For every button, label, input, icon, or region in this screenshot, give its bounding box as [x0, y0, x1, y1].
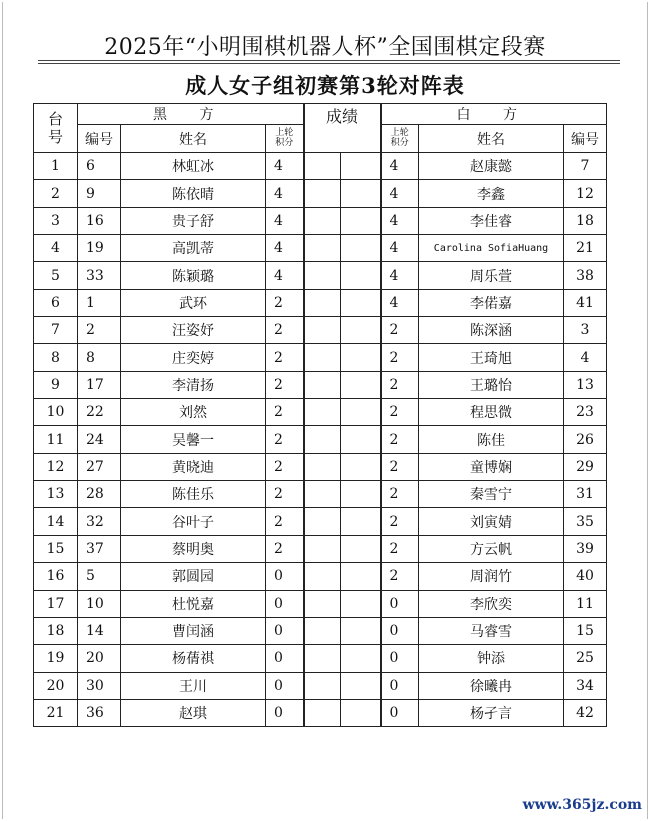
black-score-cell	[304, 645, 341, 672]
board-number-cell: 19	[34, 645, 78, 672]
white-prev-points-cell: 4	[381, 235, 419, 262]
white-name-cell: 赵康懿	[419, 153, 564, 180]
board-number-cell: 4	[34, 235, 78, 262]
white-name-cell: 李偌嘉	[419, 289, 564, 316]
black-name-cell: 高凯蒂	[121, 235, 266, 262]
black-prev-points-cell: 4	[266, 262, 304, 289]
black-prev-points-cell: 2	[266, 535, 304, 562]
white-score-cell	[341, 371, 381, 398]
prev-points-label: 上轮 积分	[275, 128, 294, 148]
white-prev-points-cell: 2	[381, 508, 419, 535]
black-number-cell: 36	[78, 699, 121, 726]
board-number-cell: 12	[34, 453, 78, 480]
white-name-cell: 童博娴	[419, 453, 564, 480]
black-name-cell: 陈依晴	[121, 180, 266, 207]
board-number-cell: 10	[34, 399, 78, 426]
white-number-cell: 11	[564, 590, 607, 617]
black-score-cell	[304, 207, 341, 234]
white-name-cell: 马睿雪	[419, 617, 564, 644]
black-number-header: 编号	[78, 125, 121, 153]
white-name-cell: 徐曦冉	[419, 672, 564, 699]
black-score-cell	[304, 426, 341, 453]
black-score-cell	[304, 481, 341, 508]
black-prev-points-cell: 4	[266, 235, 304, 262]
black-number-cell: 14	[78, 617, 121, 644]
black-name-cell: 汪姿妤	[121, 317, 266, 344]
board-number-cell: 18	[34, 617, 78, 644]
white-score-cell	[341, 453, 381, 480]
black-name-cell: 谷叶子	[121, 508, 266, 535]
board-number-cell: 14	[34, 508, 78, 535]
black-number-cell: 22	[78, 399, 121, 426]
white-prev-points-cell: 0	[381, 645, 419, 672]
white-number-cell: 34	[564, 672, 607, 699]
black-number-cell: 5	[78, 563, 121, 590]
table-row	[34, 426, 607, 453]
black-prev-points-cell: 2	[266, 344, 304, 371]
table-row	[34, 399, 607, 426]
black-name-header: 姓名	[121, 125, 266, 153]
black-score-cell	[304, 262, 341, 289]
white-number-cell: 29	[564, 453, 607, 480]
black-name-cell: 陈佳乐	[121, 481, 266, 508]
board-number-cell: 21	[34, 699, 78, 726]
black-side-header: 黑 方	[78, 104, 304, 125]
table-row	[34, 317, 607, 344]
board-number-cell: 8	[34, 344, 78, 371]
board-number-cell: 15	[34, 535, 78, 562]
black-number-cell: 20	[78, 645, 121, 672]
black-score-cell	[304, 508, 341, 535]
white-score-cell	[341, 590, 381, 617]
title-rule-bottom	[38, 63, 620, 64]
black-name-cell: 武环	[121, 289, 266, 316]
black-number-cell: 17	[78, 371, 121, 398]
table-number-label: 台 号	[47, 110, 63, 146]
black-prev-points-cell: 2	[266, 371, 304, 398]
white-prev-points-cell: 4	[381, 289, 419, 316]
white-prev-points-cell: 0	[381, 617, 419, 644]
black-score-cell	[304, 563, 341, 590]
board-number-cell: 2	[34, 180, 78, 207]
white-side-header: 白 方	[381, 104, 607, 125]
white-name-cell: 程思微	[419, 399, 564, 426]
board-number-cell: 1	[34, 153, 78, 180]
white-name-cell: 李欣奕	[419, 590, 564, 617]
black-name-cell: 王川	[121, 672, 266, 699]
table-row	[34, 672, 607, 699]
black-number-cell: 32	[78, 508, 121, 535]
black-score-cell	[304, 235, 341, 262]
black-number-cell: 1	[78, 289, 121, 316]
white-score-cell	[341, 180, 381, 207]
black-score-cell	[304, 672, 341, 699]
white-prev-points-cell: 4	[381, 262, 419, 289]
white-number-cell: 3	[564, 317, 607, 344]
white-prev-points-cell: 2	[381, 426, 419, 453]
white-score-cell	[341, 481, 381, 508]
white-name-cell: 周乐萱	[419, 262, 564, 289]
black-score-cell	[304, 590, 341, 617]
white-name-cell: 王琦旭	[419, 344, 564, 371]
white-prev-points-cell: 2	[381, 453, 419, 480]
black-name-cell: 李清扬	[121, 371, 266, 398]
black-number-cell: 6	[78, 153, 121, 180]
black-prev-points-cell: 0	[266, 590, 304, 617]
round-title: 成人女子组初赛第3轮对阵表	[185, 73, 465, 98]
white-name-cell: 陈佳	[419, 426, 564, 453]
white-score-cell	[341, 535, 381, 562]
white-prev-points-cell: 0	[381, 590, 419, 617]
table-row	[34, 699, 607, 726]
site-watermark: www.365jz.com	[522, 797, 642, 813]
black-name-cell: 赵琪	[121, 699, 266, 726]
black-name-cell: 蔡明奥	[121, 535, 266, 562]
white-score-cell	[341, 672, 381, 699]
white-number-cell: 42	[564, 699, 607, 726]
black-prev-points-cell: 2	[266, 289, 304, 316]
black-prev-points-cell: 0	[266, 645, 304, 672]
black-prev-points-cell: 0	[266, 699, 304, 726]
white-name-cell: 王璐怡	[419, 371, 564, 398]
black-score-cell	[304, 453, 341, 480]
black-prev-points-cell: 0	[266, 617, 304, 644]
white-prev-points-cell: 4	[381, 180, 419, 207]
white-prev-points-cell: 0	[381, 699, 419, 726]
black-name-cell: 曹闰涵	[121, 617, 266, 644]
white-number-cell: 7	[564, 153, 607, 180]
black-score-cell	[304, 617, 341, 644]
white-number-header: 编号	[564, 125, 607, 153]
black-number-cell: 16	[78, 207, 121, 234]
white-name-cell: 秦雪宁	[419, 481, 564, 508]
white-name-cell: 钟添	[419, 645, 564, 672]
black-score-cell	[304, 317, 341, 344]
white-prev-points-cell: 2	[381, 563, 419, 590]
white-number-cell: 23	[564, 399, 607, 426]
white-number-cell: 18	[564, 207, 607, 234]
black-name-cell: 杨蒨祺	[121, 645, 266, 672]
table-row	[34, 207, 607, 234]
white-number-cell: 25	[564, 645, 607, 672]
black-score-cell	[304, 344, 341, 371]
white-score-cell	[341, 699, 381, 726]
white-number-cell: 12	[564, 180, 607, 207]
white-name-cell: 方云帆	[419, 535, 564, 562]
table-row	[34, 180, 607, 207]
board-number-cell: 20	[34, 672, 78, 699]
black-prev-points-cell: 4	[266, 207, 304, 234]
table-row	[34, 535, 607, 562]
white-score-cell	[341, 262, 381, 289]
table-row	[34, 481, 607, 508]
table-row	[34, 590, 607, 617]
white-name-cell: 周润竹	[419, 563, 564, 590]
white-number-cell: 35	[564, 508, 607, 535]
white-number-cell: 15	[564, 617, 607, 644]
pairings-body	[34, 153, 607, 727]
table-row	[34, 563, 607, 590]
black-prev-points-cell: 2	[266, 426, 304, 453]
table-row	[34, 262, 607, 289]
black-score-cell	[304, 153, 341, 180]
title-rule-top	[38, 60, 620, 61]
tournament-title: 2025年“小明围棋机器人杯”全国围棋定段赛	[104, 35, 546, 60]
table-number-header	[34, 104, 78, 153]
white-score-cell	[341, 426, 381, 453]
black-number-cell: 2	[78, 317, 121, 344]
table-row	[34, 289, 607, 316]
black-score-cell	[304, 289, 341, 316]
black-prev-points-cell: 2	[266, 453, 304, 480]
black-prev-points-cell: 2	[266, 399, 304, 426]
white-number-cell: 41	[564, 289, 607, 316]
board-number-cell: 5	[34, 262, 78, 289]
white-prev-points-cell: 4	[381, 153, 419, 180]
table-row	[34, 344, 607, 371]
white-score-cell	[341, 153, 381, 180]
white-number-cell: 13	[564, 371, 607, 398]
black-number-cell: 30	[78, 672, 121, 699]
white-name-cell: 李佳睿	[419, 207, 564, 234]
table-row	[34, 508, 607, 535]
board-number-cell: 3	[34, 207, 78, 234]
board-number-cell: 11	[34, 426, 78, 453]
black-score-cell	[304, 371, 341, 398]
pairings-table	[33, 103, 607, 727]
white-name-cell: Carolina SofiaHuang	[419, 235, 564, 262]
white-prev-points-cell: 0	[381, 672, 419, 699]
board-number-cell: 16	[34, 563, 78, 590]
table-row	[34, 617, 607, 644]
white-number-cell: 39	[564, 535, 607, 562]
white-score-cell	[341, 563, 381, 590]
black-number-cell: 33	[78, 262, 121, 289]
board-number-cell: 9	[34, 371, 78, 398]
black-score-cell	[304, 180, 341, 207]
black-prev-points-cell: 2	[266, 481, 304, 508]
black-name-cell: 黄晓迪	[121, 453, 266, 480]
black-name-cell: 郭圆园	[121, 563, 266, 590]
white-prev-points-cell: 2	[381, 481, 419, 508]
white-name-cell: 刘寅婧	[419, 508, 564, 535]
white-prev-points-cell: 2	[381, 344, 419, 371]
white-number-cell: 31	[564, 481, 607, 508]
white-score-cell	[341, 399, 381, 426]
black-prev-points-cell: 4	[266, 153, 304, 180]
prev-points-label: 上轮 积分	[390, 128, 409, 148]
board-number-cell: 6	[34, 289, 78, 316]
white-score-cell	[341, 289, 381, 316]
white-prev-points-cell: 4	[381, 207, 419, 234]
score-header: 成绩	[304, 104, 381, 153]
white-score-cell	[341, 645, 381, 672]
table-row	[34, 235, 607, 262]
black-name-cell: 贵子舒	[121, 207, 266, 234]
white-prev-points-cell: 2	[381, 371, 419, 398]
black-prev-points-cell: 0	[266, 672, 304, 699]
black-number-cell: 37	[78, 535, 121, 562]
table-row	[34, 645, 607, 672]
white-score-cell	[341, 617, 381, 644]
white-number-cell: 40	[564, 563, 607, 590]
black-name-cell: 林虹冰	[121, 153, 266, 180]
white-number-cell: 21	[564, 235, 607, 262]
black-number-cell: 10	[78, 590, 121, 617]
white-number-cell: 26	[564, 426, 607, 453]
black-number-cell: 8	[78, 344, 121, 371]
black-prev-points-cell: 2	[266, 317, 304, 344]
white-name-cell: 杨孑言	[419, 699, 564, 726]
white-score-cell	[341, 508, 381, 535]
white-number-cell: 38	[564, 262, 607, 289]
white-name-header: 姓名	[419, 125, 564, 153]
white-name-cell: 陈深涵	[419, 317, 564, 344]
white-score-cell	[341, 235, 381, 262]
black-name-cell: 陈颖璐	[121, 262, 266, 289]
board-number-cell: 13	[34, 481, 78, 508]
table-row	[34, 453, 607, 480]
white-prev-points-cell: 2	[381, 535, 419, 562]
white-name-cell: 李鑫	[419, 180, 564, 207]
white-score-cell	[341, 344, 381, 371]
black-number-cell: 27	[78, 453, 121, 480]
black-score-cell	[304, 699, 341, 726]
black-number-cell: 28	[78, 481, 121, 508]
black-name-cell: 庄奕婷	[121, 344, 266, 371]
white-score-cell	[341, 317, 381, 344]
white-score-cell	[341, 207, 381, 234]
table-row	[34, 371, 607, 398]
black-prev-points-cell: 4	[266, 180, 304, 207]
black-number-cell: 19	[78, 235, 121, 262]
white-number-cell: 4	[564, 344, 607, 371]
black-name-cell: 刘然	[121, 399, 266, 426]
board-number-cell: 17	[34, 590, 78, 617]
black-score-cell	[304, 535, 341, 562]
black-prev-points-cell: 0	[266, 563, 304, 590]
black-name-cell: 杜悦嘉	[121, 590, 266, 617]
black-name-cell: 吴馨一	[121, 426, 266, 453]
white-prev-points-cell: 2	[381, 399, 419, 426]
white-prev-points-header	[381, 125, 419, 153]
black-number-cell: 9	[78, 180, 121, 207]
black-prev-points-header	[266, 125, 304, 153]
white-prev-points-cell: 2	[381, 317, 419, 344]
black-score-cell	[304, 399, 341, 426]
board-number-cell: 7	[34, 317, 78, 344]
black-prev-points-cell: 2	[266, 508, 304, 535]
black-number-cell: 24	[78, 426, 121, 453]
table-row	[34, 153, 607, 180]
